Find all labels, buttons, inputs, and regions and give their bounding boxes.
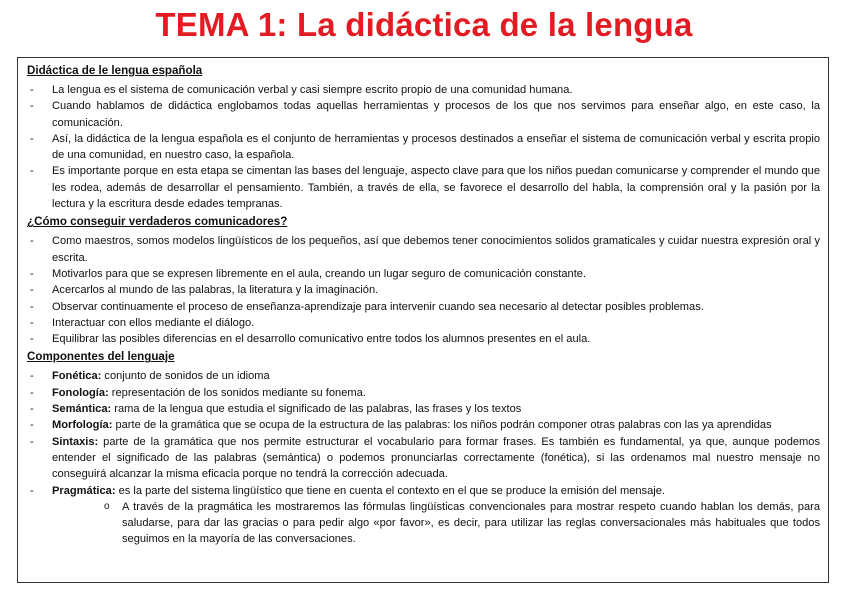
list-item: - La lengua es el sistema de comunicación verbal y casi siempre escrito propio de una comunidad humana. — [27, 82, 820, 98]
term-label: Sintaxis: — [52, 435, 99, 448]
list-item-morfologia — [27, 417, 820, 433]
list-item-pragmatica — [27, 483, 820, 548]
list-item: - Interactuar con ellos mediante el diálogo. — [27, 315, 820, 331]
list-item: - Acercarlos al mundo de las palabras, la literatura y la imaginación. — [27, 282, 820, 298]
term-label: Pragmática: — [52, 484, 116, 497]
list-item: - Así, la didáctica de la lengua española es el conjunto de herramientas y procesos destinados a enseñar el sistema de comunicación verbal y escrita propio de una comunidad, en nuestro caso, la española. — [27, 131, 820, 164]
list-item-sintaxis — [27, 434, 820, 483]
list-item-fonologia — [27, 385, 820, 401]
list-item-semantica — [27, 401, 820, 417]
term-definition: parte de la gramática que nos permite estructurar el vocabulario para formar frases. Es también es fundamental, ya que, aunque podemos entender el significado de las palabras (semántica) o podemos pronunciarlas correctamente (fonética), si las ordenamos mal nuestro mensaje no conseguirá alcanzar la misma eficacia porque no tendrá la corrección adecuada. — [52, 435, 820, 481]
list-item: - Cuando hablamos de didáctica englobamos todas aquellas herramientas y procesos de los que nos servimos para enseñar algo, en este caso, la comunicación. — [27, 98, 820, 131]
term-label: Semántica: — [52, 403, 112, 416]
list-item: - Observar continuamente el proceso de enseñanza-aprendizaje para intervenir cuando sea necesario al detectar posibles problemas. — [27, 299, 820, 315]
comunicadores-list — [27, 233, 820, 347]
didactica-list — [27, 82, 820, 212]
term-label: Morfología: — [52, 419, 113, 432]
list-item: - Motivarlos para que se expresen libremente en el aula, creando un lugar seguro de comunicación constante. — [27, 266, 820, 282]
sub-list-item: o A través de la pragmática les mostraremos las fórmulas lingüísticas convencionales para mostrar respeto cuando hablan los demás, para saludarse, para dar las gracias o para pedir algo «por favor», es decir, para utilizar las reglas conversacionales más habituales que todos seguimos en la mayoría de las conversaciones. — [104, 499, 820, 548]
term-definition: parte de la gramática que se ocupa de la estructura de las palabras: los niños podrán componer otras palabras con las ya aprendidas — [112, 419, 772, 432]
pragmatica-sublist — [52, 499, 820, 548]
section-heading-didactica: Didáctica de le lengua española — [27, 64, 203, 77]
term-label: Fonología: — [52, 386, 109, 399]
section-heading-componentes: Componentes del lenguaje — [27, 350, 175, 364]
term-definition: es la parte del sistema lingüístico que tiene en cuenta el contexto en el que se produce la emisión del mensaje. — [115, 484, 665, 497]
term-label: Fonética: — [52, 370, 102, 383]
list-item: - Es importante porque en esta etapa se cimentan las bases del lenguaje, aspecto clave para que los niños puedan comunicarse y comprender el mundo que les rodea, además de desarrollar el pensamiento. También, a través de ella, se favorece el desarrollo del habla, la comprensión oral y la pasión por la lectura y la escritura desde edades tempranas. — [27, 163, 820, 212]
componentes-list — [27, 368, 820, 547]
term-definition: rama de la lengua que estudia el significado de las palabras, las frases y los textos — [111, 403, 522, 416]
list-item: - Equilibrar las posibles diferencias en el desarrollo comunicativo entre todos los alumnos presentes en el aula. — [27, 331, 820, 347]
page-title: TEMA 1: La didáctica de la lengua — [155, 6, 693, 43]
term-definition: conjunto de sonidos de un idioma — [101, 370, 270, 383]
list-item-fonetica — [27, 368, 820, 384]
term-definition: representación de los sonidos mediante su fonema. — [108, 386, 366, 399]
content-box — [17, 57, 829, 583]
list-item: - Como maestros, somos modelos lingüísticos de los pequeños, así que debemos tener conocimientos solidos gramaticales y cuidar nuestra expresión oral y escrita. — [27, 233, 820, 266]
section-heading-comunicadores: ¿Cómo conseguir verdaderos comunicadores? — [27, 215, 288, 229]
